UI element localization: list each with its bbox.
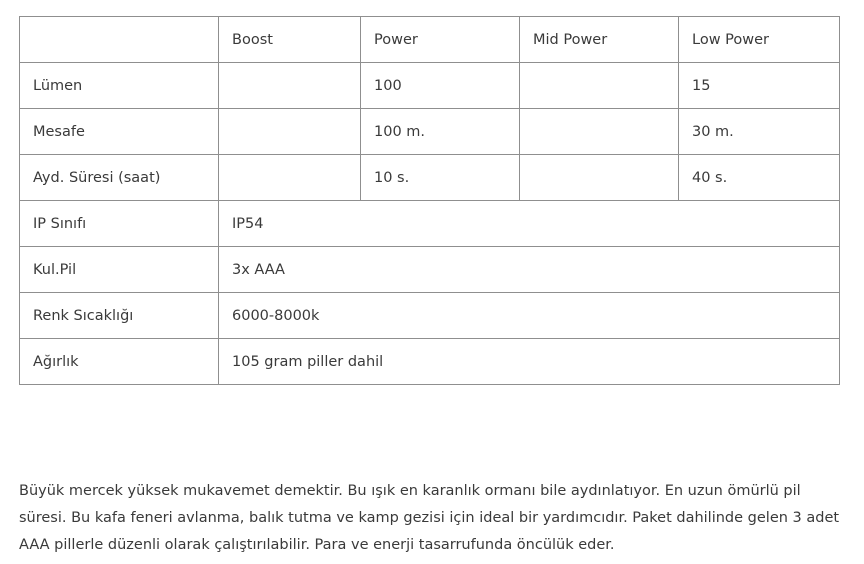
table-cell: 30 m. [679,109,840,155]
table-cell [520,155,679,201]
header-cell-mid-power: Mid Power [520,17,679,63]
row-label: Ayd. Süresi (saat) [20,155,219,201]
header-cell-boost: Boost [219,17,361,63]
table-cell: 105 gram piller dahil [219,339,840,385]
table-header-row [20,17,840,63]
row-label: Renk Sıcaklığı [20,293,219,339]
table-row-ip-class [20,201,840,247]
table-cell: 6000-8000k [219,293,840,339]
table-cell: 15 [679,63,840,109]
table-cell [520,63,679,109]
table-cell [219,63,361,109]
header-cell-empty [20,17,219,63]
table-row-weight [20,339,840,385]
table-cell: 100 m. [361,109,520,155]
product-description: Büyük mercek yüksek mukavemet demektir. Bu ışık en karanlık ormanı bile aydınlatıyor. En uzun ömürlü pil süresi. Bu kafa feneri avlanma, balık tutma ve kamp gezisi için ideal bir yardımcıdır. Paket dahilinde gelen 3 adet AAA pillerle düzenli olarak çalıştırılabilir. Para ve enerji tasarrufunda öncülük eder. [19,483,840,553]
table-cell [520,109,679,155]
table-cell: 10 s. [361,155,520,201]
table-row-runtime [20,155,840,201]
table-row-distance [20,109,840,155]
table-row-battery [20,247,840,293]
row-label: Kul.Pil [20,247,219,293]
row-label: Ağırlık [20,339,219,385]
header-cell-power: Power [361,17,520,63]
table-row-color-temperature [20,293,840,339]
table-cell: 100 [361,63,520,109]
table-cell [219,155,361,201]
row-label: Lümen [20,63,219,109]
table-cell: 40 s. [679,155,840,201]
table-row-lumen [20,63,840,109]
table-cell: 3x AAA [219,247,840,293]
spec-table [19,16,840,385]
header-cell-low-power: Low Power [679,17,840,63]
table-cell [219,109,361,155]
row-label: IP Sınıfı [20,201,219,247]
row-label: Mesafe [20,109,219,155]
table-cell: IP54 [219,201,840,247]
